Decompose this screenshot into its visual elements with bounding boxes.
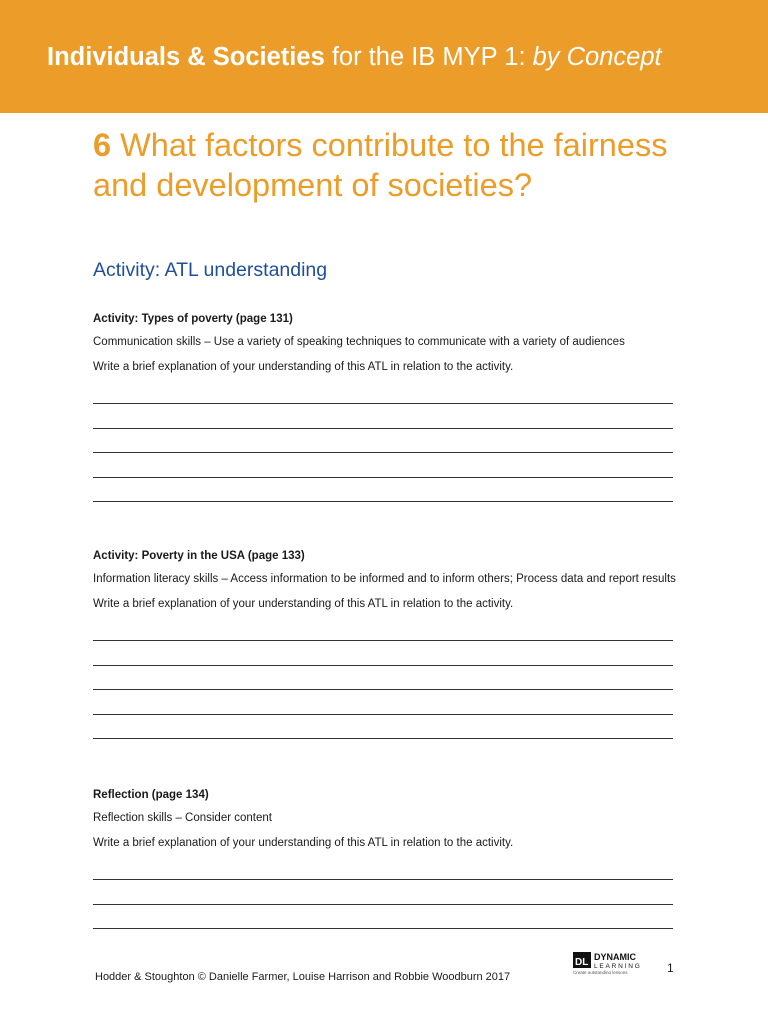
answer-line[interactable] [93, 478, 673, 503]
book-title-bold: Individuals & Societies [47, 43, 325, 71]
answer-line[interactable] [93, 856, 673, 881]
page-subtitle: Activity: ATL understanding [93, 259, 328, 281]
answer-line[interactable] [93, 666, 673, 691]
answer-line[interactable] [93, 404, 673, 429]
answer-lines [93, 380, 683, 503]
section-prompt: Write a brief explanation of your understanding of this ATL in relation to the activity. [93, 360, 514, 373]
chapter-title: What factors contribute to the fairness and development of societies? [93, 127, 668, 203]
footer-credit: Hodder & Stoughton © Danielle Farmer, Louise Harrison and Robbie Woodburn 2017 [95, 971, 511, 983]
book-title-mid: for the IB MYP 1: [324, 43, 533, 71]
section-skill: Reflection skills – Consider content [93, 812, 272, 824]
answer-line[interactable] [93, 380, 673, 405]
logo-tagline: Create outstanding lessons [573, 970, 628, 974]
answer-line[interactable] [93, 617, 673, 642]
section-skill: Information literacy skills – Access information to be informed and to inform others; Process data and report results [93, 573, 676, 585]
section-skill: Communication skills – Use a variety of speaking techniques to communicate with a variety of audiences [93, 336, 625, 348]
section-prompt: Write a brief explanation of your understanding of this ATL in relation to the activity. [93, 597, 514, 610]
logo-top: DYNAMIC [594, 952, 636, 962]
section-prompt: Write a brief explanation of your understanding of this ATL in relation to the activity. [93, 836, 514, 849]
answer-line[interactable] [93, 715, 673, 740]
header-banner [0, 0, 768, 113]
answer-line[interactable] [93, 429, 673, 454]
section-title: Activity: Poverty in the USA (page 133) [93, 550, 305, 562]
logo-mark: DL [575, 957, 589, 968]
answer-line[interactable] [93, 905, 673, 930]
answer-line[interactable] [93, 880, 673, 905]
reflection-section [93, 788, 683, 929]
answer-lines [93, 617, 683, 740]
logo-bottom: LEARNING [594, 963, 642, 970]
chapter-number: 6 [93, 127, 112, 163]
answer-line[interactable] [93, 453, 673, 478]
page-number: 1 [667, 961, 674, 975]
answer-line[interactable] [93, 641, 673, 666]
answer-lines [93, 856, 683, 930]
section-title: Activity: Types of poverty (page 131) [93, 313, 293, 325]
activity-section-2 [93, 549, 683, 739]
section-title: Reflection (page 134) [93, 789, 209, 801]
activity-section-1 [93, 312, 683, 502]
book-title-italic: by Concept [532, 43, 662, 71]
book-title [47, 41, 662, 73]
answer-line[interactable] [93, 690, 673, 715]
dynamic-learning-logo [573, 950, 655, 974]
chapter-heading [93, 126, 693, 205]
